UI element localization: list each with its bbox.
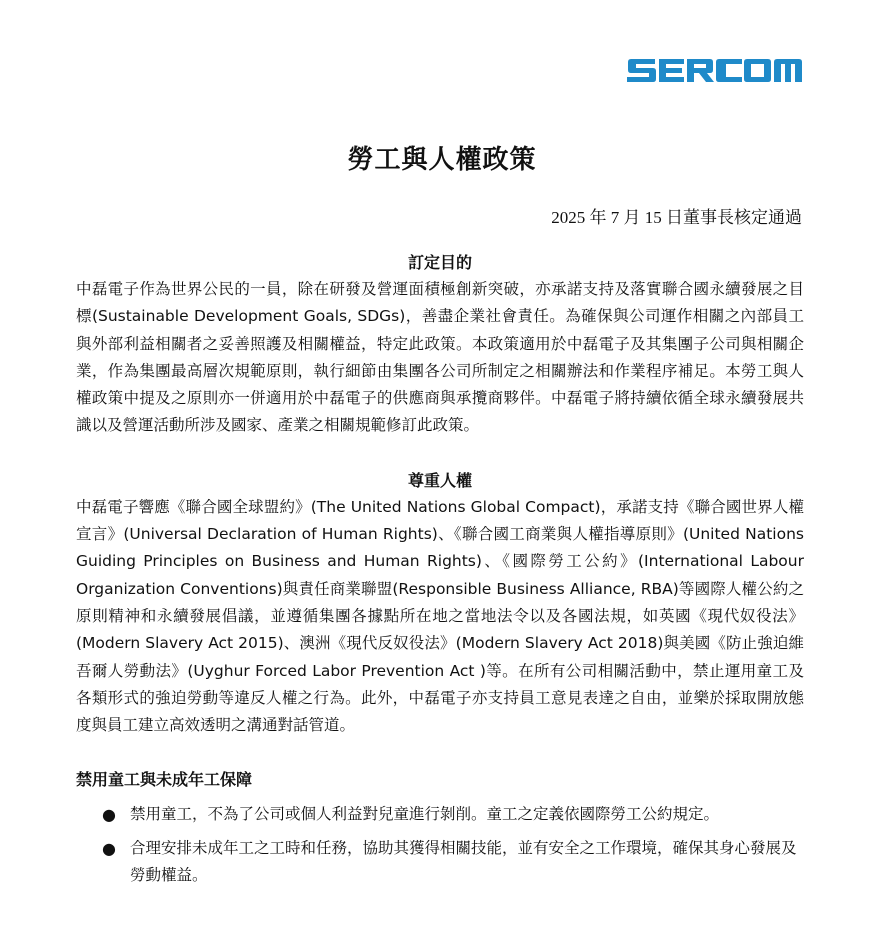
document-body <box>76 250 804 895</box>
section-heading-child-labor: 禁用童工與未成年工保障 <box>76 770 253 790</box>
section-purpose <box>76 250 804 440</box>
bullet-icon: ● <box>102 805 116 825</box>
list-item <box>76 801 804 828</box>
section-paragraph-purpose: 中磊電子作為世界公民的一員，除在研發及營運面積極創新突破，亦承諾支持及落實聯合國永續發展之目標(Sustainable Development Goals, SDGs)，善盡企業社會責任。為確保與公司運作相關之內部員工與外部利益相關者之妥善照護及相關權益，特定此政策。本政策適用於中磊電子及其集團子公司與相關企業，作為集團最高層次規範原則，執行細節由集團各公司所制定之相關辦法和作業程序補足。本勞工與人權政策中提及之原則亦一併適用於中磊電子的供應商與承攬商夥伴。中磊電子將持續依循全球永續發展共識以及營運活動所涉及國家、產業之相關規範修訂此政策。 <box>76 280 804 435</box>
section-heading-purpose: 訂定目的 <box>407 253 472 272</box>
section-spacer <box>76 739 804 767</box>
bullet-icon: ● <box>102 838 116 858</box>
section-paragraph-human-rights: 中磊電子響應《聯合國全球盟約》(The United Nations Global Compact)，承諾支持《聯合國世界人權宣言》(Universal Declaration of Human Rights)、《聯合國工商業與人權指導原則》(United Nations Guiding Principles on Business and Human Rights)、《國際勞工公約》(International Labour Organization Conventions)與責任商業聯盟(Responsible Business Alliance, RBA)等國際人權公約之原則精神和永續發展倡議，並遵循集團各據點所在地之當地法令以及各國法規，如英國《現代奴役法》(Modern Slavery Act 2015)、澳洲《現代反奴役法》(Modern Slavery Act 2018)與美國《防止強迫維吾爾人勞動法》(Uyghur Forced Labor Prevention Act )等。在所有公司相關活動中，禁止運用童工及各類形式的強迫勞動等違反人權之行為。此外，中磊電子亦支持員工意見表達之自由，並樂於採取開放態度與員工建立高效透明之溝通對話管道。 <box>76 497 804 735</box>
list-item-text: 禁用童工，不為了公司或個人利益對兒童進行剝削。童工之定義依國際勞工公約規定。 <box>130 805 720 824</box>
sercomm-logo-mark <box>627 55 802 85</box>
section-child-labor <box>76 767 804 889</box>
page-title: 勞工與人權政策 <box>347 145 537 176</box>
approval-date: 2025 年 7 月 15 日董事長核定通過 <box>551 208 802 227</box>
sercomm-logo <box>627 55 802 85</box>
list-item-text: 合理安排未成年工之工時和任務，協助其獲得相關技能，並有安全之工作環境，確保其身心發展及勞動權益。 <box>130 838 797 885</box>
section-spacer <box>76 440 804 468</box>
section-human-rights <box>76 468 804 740</box>
list-item <box>76 835 804 890</box>
section-heading-human-rights: 尊重人權 <box>407 470 472 490</box>
child-labor-list <box>76 801 804 889</box>
